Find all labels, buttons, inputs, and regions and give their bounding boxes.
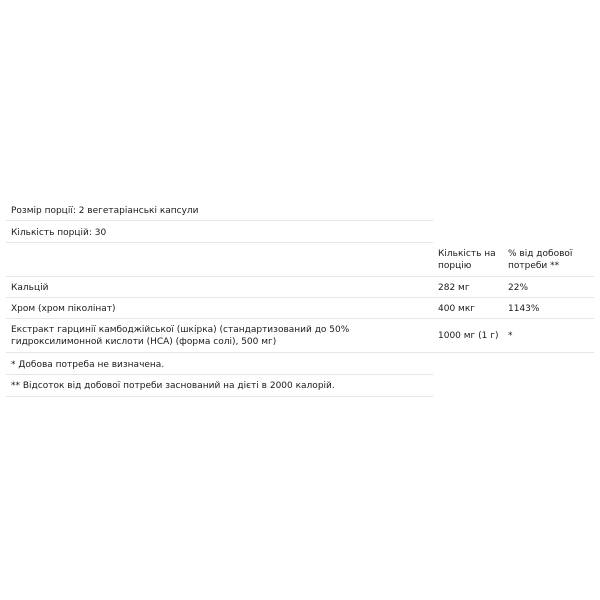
ingredient-daily-value: 1143% (508, 304, 540, 314)
ingredient-name: Кальцій (11, 283, 49, 293)
serving-size: Розмір порції: 2 вегетаріанські капсули (11, 206, 199, 216)
ingredient-name: Екстракт гарцинії камбоджійської (шкірка) (стандартизований до 50% гидроксилимонной кислоти (HCA) (форма солі), 500 мг) (11, 325, 350, 347)
servings-per-container: Кількість порцій: 30 (11, 228, 107, 238)
table-header-row (6, 243, 594, 277)
table-row (6, 298, 594, 319)
table-row (6, 277, 594, 298)
ingredient-amount: 1000 мг (1 г) (438, 331, 499, 341)
table-row (6, 319, 594, 353)
footnote-row (6, 375, 433, 397)
ingredient-name: Хром (хром піколінат) (11, 304, 116, 314)
servings-per-container-row (6, 221, 433, 243)
ingredient-daily-value: 22% (508, 283, 529, 293)
footnote-calorie-diet: ** Відсоток від добової потреби заснований на дієті в 2000 калорій. (11, 381, 335, 391)
ingredient-amount: 400 мкг (438, 304, 475, 314)
supplement-facts-table (6, 199, 594, 397)
header-daily-value: % від добової потреби ** (508, 249, 573, 271)
serving-size-row (6, 199, 433, 221)
header-amount: Кількість на порцію (438, 249, 496, 271)
ingredient-daily-value: * (508, 331, 513, 341)
footnote-daily-value-not-established: * Добова потреба не визначена. (11, 360, 165, 370)
footnote-row (6, 353, 433, 375)
ingredient-amount: 282 мг (438, 283, 470, 293)
